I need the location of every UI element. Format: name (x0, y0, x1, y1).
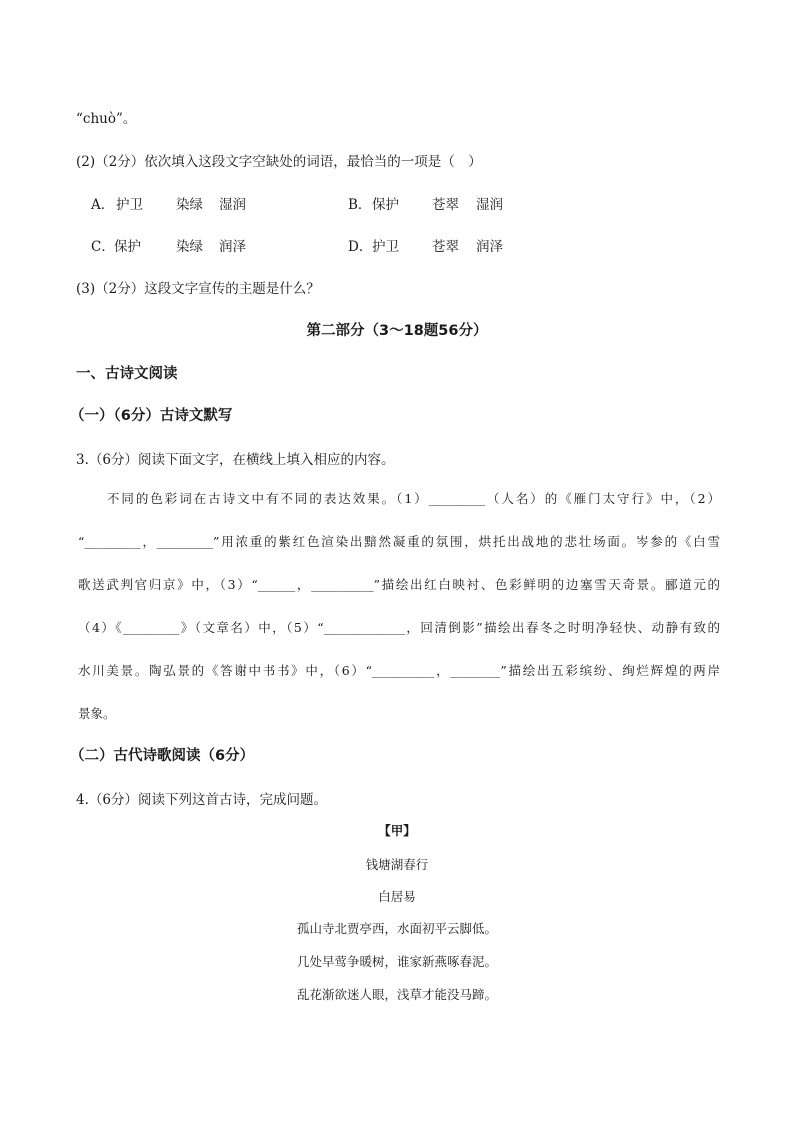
passage-line: 歌送武判官归京》中，（3）“______，__________”描绘出红白映衬、色彩鲜明的边塞雪天奇景。郦道元的 (78, 577, 720, 592)
option-d[interactable] (0, 235, 794, 255)
option-word: 润泽 (219, 239, 246, 255)
subsection-heading: （二）古代诗歌阅读（6分） (70, 748, 255, 764)
option-letter: A． (91, 197, 115, 213)
option-word: 湿润 (219, 197, 246, 213)
option-word: 保护 (372, 197, 399, 213)
passage-line: 景象。 (78, 706, 116, 721)
option-letter: B． (348, 197, 372, 213)
option-word: 湿润 (476, 197, 503, 213)
poem-label: 【甲】 (378, 823, 416, 838)
question-3-stem: 3.（6分）阅读下面文字，在横线上填入相应的内容。 (76, 452, 395, 468)
option-letter: D． (348, 239, 373, 255)
passage-line: （4）《_________》（文章名）中，（5）“_____________，回清倒影”描绘出春冬之时明净轻快、动静有致的 (78, 620, 720, 635)
passage-line: “_________，_________”用浓重的紫红色渲染出黯然凝重的氛围，烘托出战地的悲壮场面。岑参的《白雪 (78, 534, 720, 549)
option-letter: C． (91, 239, 115, 255)
poem-line: 几处早莺争暖树，谁家新燕啄春泥。 (296, 954, 497, 969)
poem-line: 孤山寺北贾亭西，水面初平云脚低。 (296, 921, 497, 936)
option-word: 苍翠 (432, 197, 459, 213)
passage-line: 不同的色彩词在古诗文中有不同的表达效果。（1）_________（人名）的《雁门太守行》中，（2） (78, 491, 720, 506)
option-word: 护卫 (116, 197, 143, 213)
question-3-prompt: (3)（2分）这段文字宣传的主题是什么？ (76, 281, 320, 297)
option-word: 润泽 (476, 239, 503, 255)
option-word: 染绿 (176, 197, 203, 213)
passage-line: 水川美景。陶弘景的《答谢中书书》中，（6）“__________，________”描绘出五彩缤纷、绚烂辉煌的两岸 (78, 663, 720, 678)
continued-text: “chuò”。 (76, 111, 137, 127)
part-2-title: 第二部分（3～18题56分） (306, 323, 488, 339)
poem-author: 白居易 (378, 889, 416, 904)
poem-title: 钱塘湖春行 (365, 857, 429, 872)
poem-line: 乱花渐欲迷人眼，浅草才能没马蹄。 (296, 987, 497, 1002)
question-4-prompt: 4.（6分）阅读下列这首古诗，完成问题。 (76, 792, 327, 808)
option-b[interactable] (0, 193, 794, 213)
option-word: 苍翠 (432, 239, 459, 255)
section-heading: 一、古诗文阅读 (76, 366, 178, 382)
subsection-heading: （一）（6分）古诗文默写 (70, 408, 233, 424)
question-2-prompt: (2)（2分）依次填入这段文字空缺处的词语，最恰当的一项是（ ） (76, 154, 482, 170)
option-word: 染绿 (176, 239, 203, 255)
option-word: 保护 (114, 239, 141, 255)
option-word: 护卫 (372, 239, 399, 255)
